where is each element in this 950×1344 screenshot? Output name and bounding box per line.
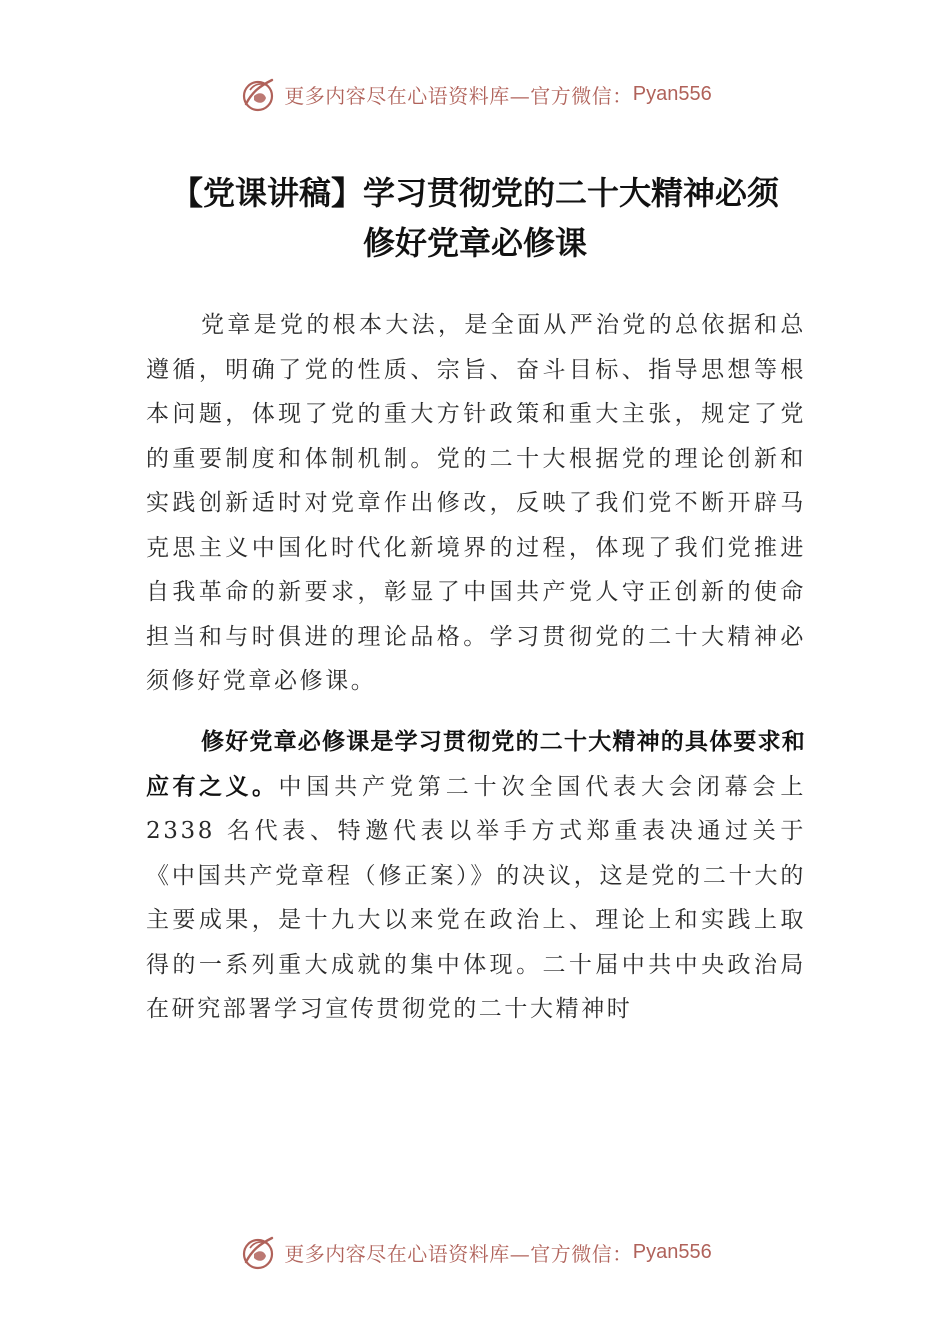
paragraph-1: 党章是党的根本大法，是全面从严治党的总依据和总遵循，明确了党的性质、宗旨、奋斗目标、指导思想等根本问题，体现了党的重大方针政策和重大主张，规定了党的重要制度和体制机制。党的二十大根据党的理论创新和实践创新适时对党章作出修改，反映了我们党不断开辟马克思主义中国化时代化新境界的过程，体现了我们党推进自我革命的新要求，彰显了中国共产党人守正创新的使命担当和与时俱进的理论品格。学习贯彻党的二十大精神必须修好党章必修课。 <box>146 312 806 694</box>
logo-icon <box>238 74 278 114</box>
banner-text: 更多内容尽在心语资料库—官方微信： <box>284 1241 633 1266</box>
paragraph-2 <box>146 720 806 1032</box>
title-line-1: 【党课讲稿】学习贯彻党的二十大精神必须 <box>170 174 779 212</box>
wechat-handle: Pyan556 <box>632 1240 712 1263</box>
header-banner <box>0 72 950 116</box>
wechat-handle: Pyan556 <box>632 82 712 105</box>
page-title <box>120 168 830 268</box>
logo-icon <box>238 1232 278 1272</box>
paragraph-2-lead: 修好党章必修课是学习贯彻党的二十大精神的具体要求和应有之义。 <box>146 729 806 800</box>
footer-banner <box>0 1230 950 1274</box>
title-line-2: 修好党章必修课 <box>362 224 587 262</box>
banner-text: 更多内容尽在心语资料库—官方微信： <box>284 83 633 108</box>
paragraph-2-body: 中国共产党第二十次全国代表大会闭幕会上 2338 名代表、特邀代表以举手方式郑重表决通过关于《中国共产党章程（修正案）》的决议，这是党的二十大的主要成果，是十九大以来党在政治上、理论上和实践上取得的一系列重大成就的集中体现。二十届中共中央政治局在研究部署学习宣传贯彻党的二十大精神时 <box>146 773 806 1022</box>
